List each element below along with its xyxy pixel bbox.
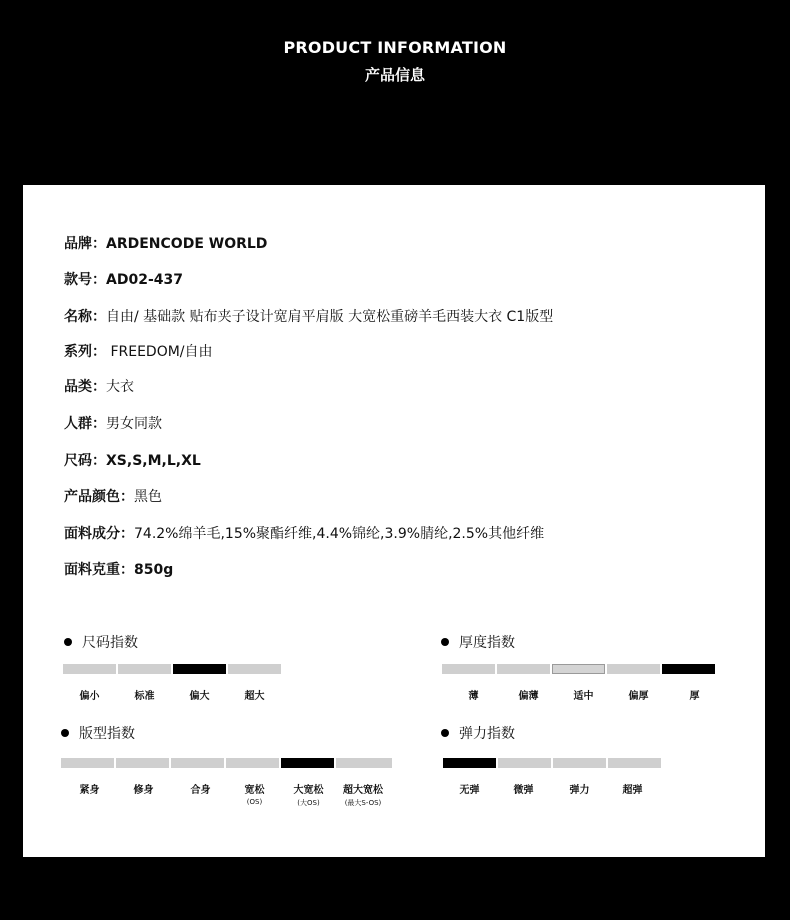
fit-index-label-2: 合身 [190,785,211,796]
info-value: ARDENCODE WORLD [106,236,268,252]
elasticity-index-label-2: 弹力 [569,785,590,796]
header-title-en: PRODUCT INFORMATION [283,38,507,57]
size-index-label-2: 偏大 [189,691,210,702]
info-row-style-no [64,269,183,289]
fit-index-label-0: 紧身 [79,785,100,796]
bullet-icon [441,729,449,737]
info-row-audience [64,413,162,433]
fit-index-segment [226,758,279,768]
fit-index-label-4: 大宽松 (大OS) [282,781,335,808]
elasticity-index-label-0: 无弹 [459,785,480,796]
size-index-segment-selected [173,664,226,674]
fit-index-label-3: 宽松 (OS) [228,781,281,806]
info-label: 面料克重： [64,562,134,578]
fit-index-label-1: 修身 [133,785,154,796]
info-row-brand [64,233,267,253]
size-index-label: 尺码指数 [82,635,138,651]
fit-index-label: 版型指数 [79,726,135,742]
size-index-segment [63,664,116,674]
elasticity-index-title [441,723,515,743]
fit-index-segment [171,758,224,768]
fit-index-segment [61,758,114,768]
info-label: 系列： [64,344,106,360]
elasticity-index-segment [608,758,661,768]
thickness-index-segment [607,664,660,674]
thickness-index-label: 厚度指数 [459,635,515,651]
size-index-label-0: 偏小 [79,691,100,702]
fit-index-bar [61,758,392,768]
info-label: 面料成分： [64,526,134,542]
fit-index-segment [336,758,392,768]
fit-index-sublabel-3: (OS) [246,798,263,806]
thickness-index-segment-selected [662,664,715,674]
info-row-series [64,341,213,361]
info-label: 品牌： [64,236,106,252]
elasticity-index-label: 弹力指数 [459,726,515,742]
thickness-index-segment [497,664,550,674]
product-info-card [23,185,765,857]
thickness-index-label-3: 偏厚 [628,691,649,702]
elasticity-index-bar [443,758,661,768]
info-label: 品类： [64,379,106,395]
thickness-index-label-2: 适中 [573,691,594,702]
info-value: 自由/ 基础款 贴布夹子设计宽肩平肩版 大宽松重磅羊毛西装大衣 C1版型 [106,309,554,325]
fit-index-sublabel-5: (最大S-OS) [344,799,382,807]
bullet-icon [64,638,72,646]
info-value: 男女同款 [106,416,162,432]
fit-index-segment-selected [281,758,334,768]
thickness-index-label-0: 薄 [468,691,479,702]
size-index-label-3: 超大 [244,691,265,702]
info-row-sizes [64,450,201,470]
info-value: 大衣 [106,379,134,395]
info-value: FREEDOM/自由 [106,344,213,360]
thickness-index-label-1: 偏薄 [518,691,539,702]
info-value: XS,S,M,L,XL [106,453,201,469]
info-value: 74.2%绵羊毛,15%聚酯纤维,4.4%锦纶,3.9%腈纶,2.5%其他纤维 [134,526,545,542]
info-row-weight [64,559,173,579]
info-value: AD02-437 [106,272,183,288]
info-row-category [64,376,134,396]
elasticity-index-segment [498,758,551,768]
fit-index-segment [116,758,169,768]
fit-index-label-5: 超大宽松 (最大S-OS) [335,781,391,808]
thickness-index-bar [442,664,715,674]
elasticity-index-label-1: 微弹 [513,785,534,796]
thickness-index-title [441,632,515,652]
thickness-index-label-4: 厚 [689,691,700,702]
info-label: 产品颜色： [64,489,134,505]
info-row-fabric [64,523,544,543]
fit-index-sublabel-4: (大OS) [297,799,320,807]
info-label: 尺码： [64,453,106,469]
size-index-segment [118,664,171,674]
info-label: 人群： [64,416,106,432]
elasticity-index-label-3: 超弹 [622,785,643,796]
info-row-name [64,306,553,326]
thickness-index-segment [442,664,495,674]
bullet-icon [61,729,69,737]
header-title-cn: 产品信息 [364,66,425,84]
info-value: 黑色 [134,489,162,505]
elasticity-index-segment-selected [443,758,496,768]
size-index-title [64,632,138,652]
size-index-label-1: 标准 [134,691,155,702]
bullet-icon [441,638,449,646]
size-index-bar [63,664,281,674]
size-index-segment [228,664,281,674]
info-label: 款号： [64,272,106,288]
info-row-color [64,486,162,506]
elasticity-index-segment [553,758,606,768]
info-label: 名称： [64,309,106,325]
thickness-index-segment [552,664,605,674]
fit-index-title [61,723,135,743]
info-value: 850g [134,562,174,578]
